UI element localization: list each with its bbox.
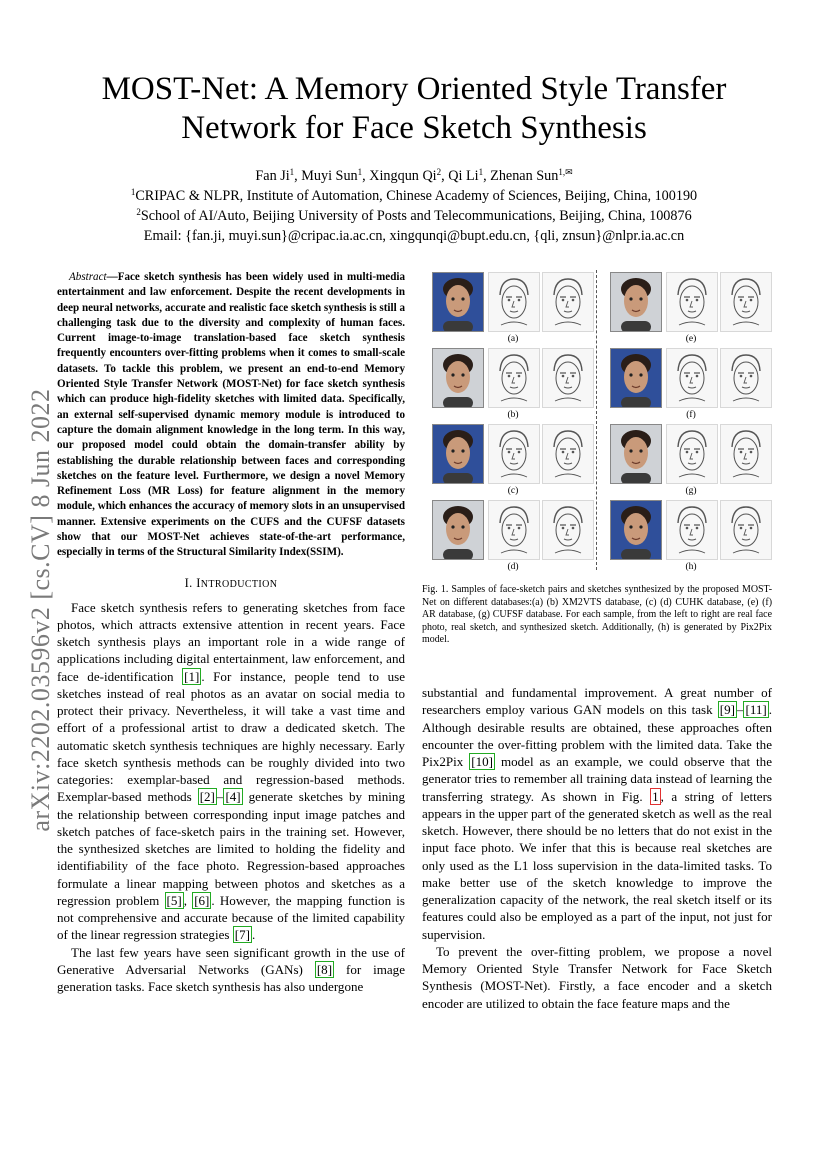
citation-link[interactable]: [8] — [316, 961, 333, 977]
real-sketch-image — [488, 348, 540, 408]
subfigure-label: (h) — [685, 562, 697, 572]
text-run: – — [216, 789, 224, 805]
affiliation-text: School of AI/Auto, Beijing University of Posts and Telecommunications, Beijing, China, 100876 — [140, 208, 692, 224]
synthesized-sketch-image — [542, 500, 594, 560]
affiliation-mark: 2 — [136, 207, 141, 217]
text-run: . However, the mapping function is not comprehensive and accurate because of the limited capability of the linear regression strategies — [57, 892, 405, 943]
face-photo-image — [432, 272, 484, 332]
synthesized-sketch-image — [720, 500, 772, 560]
real-sketch-image — [488, 424, 540, 484]
subfigure-label: (f) — [686, 410, 696, 420]
synthesized-sketch-image — [720, 424, 772, 484]
author-affil-mark: 2 — [436, 167, 442, 177]
subfigure-label: (a) — [507, 334, 519, 344]
author-name: Muyi Sun — [301, 168, 358, 184]
citation-link[interactable]: [9] — [719, 702, 735, 718]
real-sketch-image — [488, 272, 540, 332]
subfigure-label: (d) — [507, 562, 519, 572]
citation-link[interactable]: [1] — [184, 668, 200, 684]
text-run: – — [736, 702, 744, 718]
text-run: for image generation tasks. Face sketch synthesis has also undergone — [57, 961, 405, 995]
face-photo-image — [610, 272, 662, 332]
text-run: model as an example, we could observe that the generator tries to remember all training data instead of learning the transferring strategy. As shown in Fig. — [422, 754, 772, 804]
citation-link[interactable]: [10] — [471, 754, 494, 769]
right-column — [422, 684, 772, 1012]
author-affil-mark: 1 — [478, 167, 484, 177]
section-title-rest: NTRODUCTION — [200, 578, 278, 590]
synthesized-sketch-image — [542, 424, 594, 484]
abstract-text: Face sketch synthesis has been widely used in multi-media entertainment and law enforcement. Despite the recent developments in deep neural networks, accurate and realistic face sketch synthesis is still a challenging task due to the diversity and complexity of human faces. Current image-to-image translation-based face sketch synthesis frequently encounters over-fitting problems when it comes to small-scale datasets. To tackle this problem, we present an end-to-end Memory Oriented Style Transfer Network (MOST-Net) for face sketch synthesis which can produce high-fidelity sketches with limited data. Specifically, an external self-supervised dynamic memory module is introduced to capture the domain alignment knowledge in the long term. In this way, our proposed model could obtain the domain-transfer ability by establishing the durable relationship between faces and corresponding sketches on the feature level. Furthermore, we design a novel Memory Refinement Loss (MR Loss) for feature alignment in the memory module, which enhances the accuracy of memory slots in an unsupervised manner. Extensive experiments on the CUFS and the CUFSF datasets show that our MOST-Net achieves state-of-the-art performance, especially in terms of the Structural Similarity Index(SSIM). — [57, 271, 405, 559]
author-affil-mark: 1 — [357, 167, 363, 177]
real-sketch-image — [666, 500, 718, 560]
author-block — [60, 166, 768, 246]
email-line: Email: {fan.ji, muyi.sun}@cripac.ia.ac.cn, xingqunqi@bupt.edu.cn, {qli, znsun}@nlpr.ia.ac.cn — [143, 228, 685, 244]
figure-divider — [596, 270, 597, 570]
title-line-1: MOST-Net: A Memory Oriented Style Transfer — [101, 71, 727, 107]
author-name: Qi Li — [448, 168, 479, 184]
citation-link[interactable]: [6] — [194, 892, 210, 908]
citation-link[interactable]: [7] — [234, 927, 250, 943]
citation-link[interactable]: [2] — [199, 789, 215, 805]
face-photo-image — [610, 500, 662, 560]
text-run: . Although desirable results are obtained, these approaches often encounter the over-fitting problem with the limited data. Take the Pix2Pix — [422, 702, 772, 769]
affiliation-2 — [60, 206, 768, 226]
synthesized-sketch-image — [542, 272, 594, 332]
text-run: generate sketches by mining the relationship between corresponding input image patches and sketch patches of face-sketch pairs in the training set. However, the synthesized sketches are limited to holding the fidelity and identifiability of the face photo. Regression-based approaches formulate a linear mapping between photos and sketches as a regression problem — [57, 789, 405, 908]
synthesized-sketch-image — [720, 348, 772, 408]
synthesized-sketch-image — [542, 348, 594, 408]
text-run: Face sketch synthesis refers to generating sketches from face photos, which attracts extensive attention in recent years. Face sketch synthesis plays an important role in a wide range of applications including digital entertainment, law enforcement, and face de-identification — [57, 599, 405, 684]
section-number: I. — [184, 575, 197, 590]
synthesized-sketch-image — [720, 272, 772, 332]
author-name: Zhenan Sun — [490, 168, 559, 184]
real-sketch-image — [488, 500, 540, 560]
author-affil-mark: 1,✉ — [558, 167, 573, 177]
text-run: . — [251, 927, 256, 943]
section-heading-introduction — [57, 576, 405, 591]
right-paragraph-2: To prevent the over-fitting problem, we propose a novel Memory Oriented Style Transfer Network for Face Sketch Synthesis (MOST-Net). Firstly, a face encoder and a sketch encoder are utilized to obtain the face feature maps and the — [422, 943, 772, 1011]
affiliation-text: CRIPAC & NLPR, Institute of Automation, Chinese Academy of Sciences, Beijing, China, 100190 — [135, 188, 698, 204]
left-column — [57, 270, 405, 995]
affiliation-mark: 1 — [130, 187, 136, 197]
figure-1-caption: Fig. 1. Samples of face-sketch pairs and sketches synthesized by the proposed MOST-Net on different databases:(a) (b) XM2VTS database, (c) (d) CUHK database, (e) (f) AR database, (g) CUFSF database. For each sample, from the left to right are real face photo, real sketch, and synthesized sketch. Additionally, (h) is generated by Pix2Pix model. — [422, 584, 772, 645]
real-sketch-image — [666, 424, 718, 484]
subfigure-label: (c) — [507, 486, 519, 496]
author-name: Fan Ji — [255, 168, 290, 184]
author-names: Fan Ji$^1$, Muyi Sun$^1$, Xingqun Qi$^2$, Qi Li$^1$, Zhenan Sun$^{1,✉}$ — [255, 167, 573, 184]
face-photo-image — [610, 348, 662, 408]
paper-title — [60, 70, 768, 148]
face-photo-image — [432, 424, 484, 484]
face-photo-image — [432, 500, 484, 560]
text-run: substantial and fundamental improvement. A great number of researchers employ various GAN models on this task — [422, 685, 772, 718]
abstract-lead: Abstract — [69, 271, 107, 283]
author-name: Xingqun Qi — [369, 168, 437, 184]
text-run: . For instance, people tend to use sketches instead of real photos as an avatar on social media to protect their privacy. Nevertheless, it will take a vast time and effort of a professional artist to draw a dedicated sketch. The automatic sketch synthesis techniques are highly necessary. Early face sketch synthesis methods can be roughly divided into two categories: exemplar-based and regression-based methods. Exemplar-based methods — [57, 668, 405, 805]
subfigure-label: (b) — [507, 410, 519, 420]
citation-link[interactable]: [5] — [166, 892, 182, 908]
figure-1 — [428, 266, 772, 576]
right-paragraph-1 — [422, 684, 772, 943]
abstract — [57, 270, 405, 561]
subfigure-label: (e) — [685, 334, 697, 344]
author-affil-mark: 1 — [289, 167, 295, 177]
face-photo-image — [610, 424, 662, 484]
face-photo-image — [432, 348, 484, 408]
intro-paragraph-1 — [57, 599, 405, 944]
real-sketch-image — [666, 348, 718, 408]
intro-paragraph-2 — [57, 944, 405, 996]
arxiv-identifier — [27, 375, 55, 845]
abstract-dash: — — [106, 271, 118, 283]
text-run: , — [183, 892, 193, 908]
subfigure-label: (g) — [685, 486, 697, 496]
citation-link[interactable]: [11] — [745, 702, 767, 718]
text-run: The last few years have seen significant growth in the use of Generative Adversarial Networks (GANs) — [57, 944, 405, 977]
section-title-cap: I — [196, 575, 201, 590]
figure-link[interactable]: 1 — [652, 788, 659, 804]
text-run: , a string of letters appears in the upper part of the generated sketch as well as the real sketch. However, there should be no letters that do not exist in the input face photo. We infer that this is because real sketches are only used as the L1 loss supervision in the data-limited tasks. To make better use of the sketch knowledge to improve the generalization capacity of the network, the real sketch itself or its features could also be employed as a part of the input, not just for supervision. — [422, 788, 772, 942]
real-sketch-image — [666, 272, 718, 332]
arxiv-identifier-text: arXiv:2202.03596v2 [cs.CV] 8 Jun 2022 — [26, 388, 55, 832]
citation-link[interactable]: [4] — [225, 789, 241, 805]
affiliation-1 — [60, 186, 768, 206]
title-line-2: Network for Face Sketch Synthesis — [181, 110, 647, 146]
